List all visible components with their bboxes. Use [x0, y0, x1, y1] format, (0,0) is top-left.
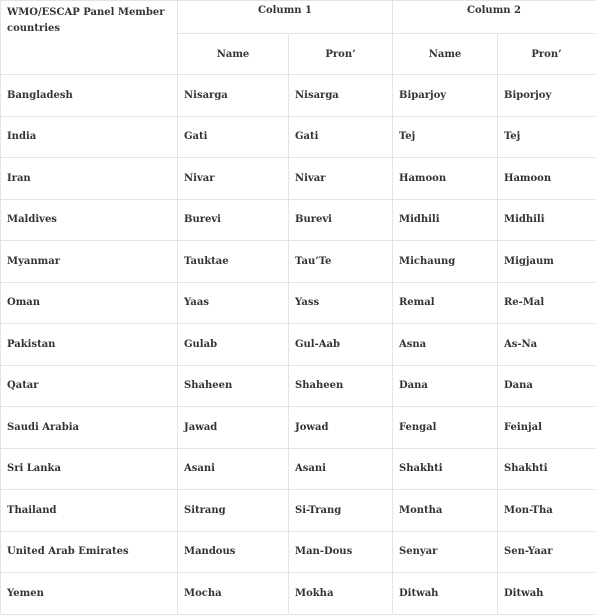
country-cell: Maldives — [1, 199, 178, 241]
country-cell: Pakistan — [1, 324, 178, 366]
column-1-pron-cell: Jowad — [289, 407, 393, 449]
column-1-name-cell: Yaas — [178, 282, 289, 324]
column-2-pron-cell: Tej — [498, 116, 595, 158]
column-2-header: Column 2 — [393, 1, 595, 34]
column-2-pron-header: Pron’ — [498, 34, 595, 75]
column-1-pron-cell: Man-Dous — [289, 531, 393, 573]
column-1-name-header: Name — [178, 34, 289, 75]
table-row — [1, 116, 595, 158]
column-1-name-cell: Gulab — [178, 324, 289, 366]
column-2-pron-cell: Re-Mal — [498, 282, 595, 324]
country-cell: Saudi Arabia — [1, 407, 178, 449]
column-1-name-cell: Shaheen — [178, 365, 289, 407]
column-2-name-cell: Dana — [393, 365, 498, 407]
column-2-name-cell: Remal — [393, 282, 498, 324]
country-cell: Sri Lanka — [1, 448, 178, 490]
table-row — [1, 75, 595, 117]
column-2-name-cell: Hamoon — [393, 158, 498, 200]
column-2-pron-cell: As-Na — [498, 324, 595, 366]
column-1-pron-header: Pron’ — [289, 34, 393, 75]
country-cell: Iran — [1, 158, 178, 200]
column-1-name-cell: Mocha — [178, 573, 289, 615]
table-row — [1, 282, 595, 324]
column-1-name-cell: Gati — [178, 116, 289, 158]
country-cell: Thailand — [1, 490, 178, 532]
column-1-header: Column 1 — [178, 1, 393, 34]
table-row — [1, 324, 595, 366]
column-1-pron-cell: Asani — [289, 448, 393, 490]
country-cell: Yemen — [1, 573, 178, 615]
column-1-pron-cell: Tau’Te — [289, 241, 393, 283]
column-2-pron-cell: Midhili — [498, 199, 595, 241]
column-2-name-header: Name — [393, 34, 498, 75]
column-2-pron-cell: Mon-Tha — [498, 490, 595, 532]
header-row-columns — [1, 1, 595, 34]
table-row — [1, 365, 595, 407]
column-1-name-cell: Sitrang — [178, 490, 289, 532]
column-1-pron-cell: Gati — [289, 116, 393, 158]
column-2-pron-cell: Migjaum — [498, 241, 595, 283]
column-1-pron-cell: Si-Trang — [289, 490, 393, 532]
column-1-name-cell: Jawad — [178, 407, 289, 449]
column-2-pron-cell: Shakhti — [498, 448, 595, 490]
table-row — [1, 199, 595, 241]
column-2-name-cell: Michaung — [393, 241, 498, 283]
country-cell: Myanmar — [1, 241, 178, 283]
table-row — [1, 407, 595, 449]
column-1-pron-cell: Mokha — [289, 573, 393, 615]
column-1-pron-cell: Nivar — [289, 158, 393, 200]
table-body — [1, 1, 595, 615]
column-2-pron-cell: Dana — [498, 365, 595, 407]
column-2-name-cell: Fengal — [393, 407, 498, 449]
country-cell: Bangladesh — [1, 75, 178, 117]
column-1-pron-cell: Gul-Aab — [289, 324, 393, 366]
column-1-pron-cell: Yass — [289, 282, 393, 324]
column-2-name-cell: Senyar — [393, 531, 498, 573]
column-2-pron-cell: Ditwah — [498, 573, 595, 615]
table-row — [1, 448, 595, 490]
column-1-name-cell: Mandous — [178, 531, 289, 573]
table-row — [1, 531, 595, 573]
column-1-pron-cell: Nisarga — [289, 75, 393, 117]
column-1-name-cell: Burevi — [178, 199, 289, 241]
column-2-pron-cell: Biporjoy — [498, 75, 595, 117]
country-cell: Qatar — [1, 365, 178, 407]
table-row — [1, 158, 595, 200]
column-2-name-cell: Shakhti — [393, 448, 498, 490]
column-2-pron-cell: Feinjal — [498, 407, 595, 449]
column-2-name-cell: Midhili — [393, 199, 498, 241]
country-cell: India — [1, 116, 178, 158]
table-row — [1, 241, 595, 283]
column-1-pron-cell: Shaheen — [289, 365, 393, 407]
table-row — [1, 573, 595, 615]
table-row — [1, 490, 595, 532]
column-2-name-cell: Montha — [393, 490, 498, 532]
country-cell: Oman — [1, 282, 178, 324]
column-2-pron-cell: Hamoon — [498, 158, 595, 200]
column-2-pron-cell: Sen-Yaar — [498, 531, 595, 573]
column-2-name-cell: Tej — [393, 116, 498, 158]
column-1-name-cell: Asani — [178, 448, 289, 490]
column-1-name-cell: Tauktae — [178, 241, 289, 283]
country-cell: United Arab Emirates — [1, 531, 178, 573]
column-2-name-cell: Biparjoy — [393, 75, 498, 117]
column-2-name-cell: Asna — [393, 324, 498, 366]
column-1-name-cell: Nivar — [178, 158, 289, 200]
column-1-name-cell: Nisarga — [178, 75, 289, 117]
column-1-pron-cell: Burevi — [289, 199, 393, 241]
column-2-name-cell: Ditwah — [393, 573, 498, 615]
panel-member-countries-header: WMO/ESCAP Panel Member countries — [1, 1, 178, 75]
